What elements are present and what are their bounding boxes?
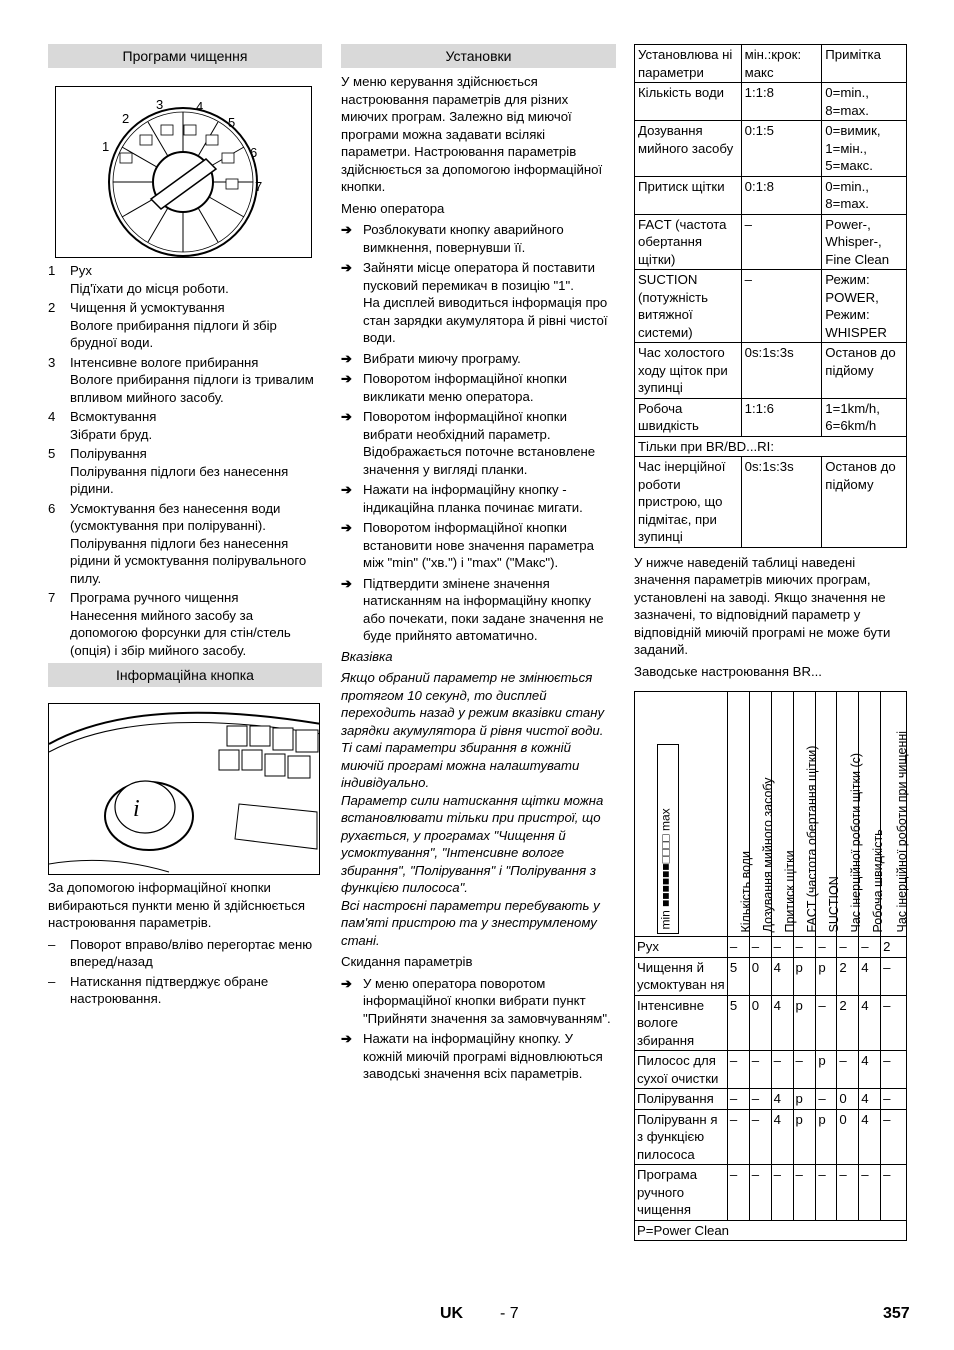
value-cell: – bbox=[727, 937, 749, 958]
value-cell: – bbox=[837, 1051, 859, 1089]
list-item: ➔ Зайняти місце оператора й поставити пусковий перемикач в позицію "1". На дисплей виводиться інформація про стан зарядки акумулятора й рівні чистої води. bbox=[341, 260, 608, 345]
factory-title: Заводське настроювання BR... bbox=[634, 663, 822, 679]
program-name-cell: Інтенсивне вологе збирання bbox=[635, 995, 728, 1051]
arrow-icon: ➔ bbox=[341, 409, 353, 424]
value-cell: – bbox=[837, 937, 859, 958]
section-heading-settings: Установки bbox=[341, 44, 616, 68]
footer-local-page: - 7 bbox=[500, 1305, 519, 1322]
info-list bbox=[48, 936, 322, 1008]
column-settings bbox=[341, 44, 616, 1086]
program-item: 4 Всмоктування Зібрати бруд. bbox=[48, 409, 157, 442]
value-cell: 4 bbox=[771, 1109, 793, 1165]
info-button-illustration bbox=[49, 704, 320, 875]
table-row bbox=[635, 1109, 907, 1165]
table-row: Притиск щітки 0:1:8 0=min., 8=max. bbox=[635, 176, 907, 214]
table-row bbox=[635, 1089, 907, 1110]
program-item: 6 Усмоктування без нанесення води (усмоктування при поліруванні). Полірування підлоги без нанесення рідини й усмоктування полірувального пилу. bbox=[48, 500, 307, 586]
info-i-icon: i bbox=[133, 796, 140, 822]
arrow-icon: ➔ bbox=[341, 260, 353, 275]
arrow-icon: ➔ bbox=[341, 482, 353, 497]
table-row: P=Power Clean bbox=[635, 1220, 907, 1241]
program-name-cell: Чищення й усмоктуван ня bbox=[635, 957, 728, 995]
table-row bbox=[635, 995, 907, 1051]
operator-menu-title: Меню оператора bbox=[341, 200, 445, 216]
value-cell: p bbox=[793, 1109, 816, 1165]
dial-label-3: 3 bbox=[156, 97, 164, 112]
value-cell: – bbox=[771, 1051, 793, 1089]
list-item: ➔ Поворотом інформаційної кнопки вибрати необхідний параметр. Відображається поточне встановлене значення у вигляді планки. bbox=[341, 409, 596, 477]
value-cell: 0 bbox=[749, 957, 771, 995]
dial-label-6: 6 bbox=[250, 145, 258, 160]
value-cell: 4 bbox=[859, 995, 881, 1051]
dial-label-7: 7 bbox=[255, 179, 263, 194]
value-cell: – bbox=[881, 957, 907, 995]
value-cell: – bbox=[793, 1051, 816, 1089]
list-item: – Поворот вправо/вліво перегортає меню вперед/назад bbox=[48, 936, 313, 969]
factory-table bbox=[634, 691, 907, 1241]
column-tables bbox=[634, 44, 907, 1241]
arrow-icon: ➔ bbox=[341, 350, 353, 366]
dial-label-5: 5 bbox=[228, 115, 236, 130]
value-cell: – bbox=[749, 1165, 771, 1221]
program-name-cell: Пилосос для сухої очистки bbox=[635, 1051, 728, 1089]
table-row: Час інерційної роботи пристрою, що підмітає, при зупинці 0s:1s:3s Останов до підйому bbox=[635, 457, 907, 548]
table-row bbox=[635, 1165, 907, 1221]
value-cell: – bbox=[749, 1089, 771, 1110]
value-cell: – bbox=[837, 1165, 859, 1221]
reset-steps bbox=[341, 975, 616, 1083]
value-cell: – bbox=[727, 1109, 749, 1165]
arrow-icon: ➔ bbox=[341, 975, 353, 991]
program-dial-illustration bbox=[56, 87, 312, 258]
value-cell: 5 bbox=[727, 995, 749, 1051]
value-cell: – bbox=[727, 1165, 749, 1221]
table-row: Тільки при BR/BD...RI: bbox=[635, 436, 907, 457]
value-cell: 4 bbox=[859, 1089, 881, 1110]
value-cell: – bbox=[793, 937, 816, 958]
value-cell: p bbox=[816, 1109, 837, 1165]
value-cell: – bbox=[859, 1165, 881, 1221]
table-row: Дозування мийного засобу 0:1:5 0=вимик, 1=мін., 5=макс. bbox=[635, 121, 907, 177]
table-row: Час холостого ходу щіток при зупинці 0s:1s:3s Останов до підйому bbox=[635, 343, 907, 399]
footer-lang: UK bbox=[440, 1305, 464, 1322]
factory-text: У нижче наведеній таблиці наведені значення параметрів миючих програм, установлені на заводі. Якщо значення не зазначені, то відповідний параметр у відповідній миючій програмі не може бути заданий. bbox=[634, 554, 891, 657]
value-cell: – bbox=[816, 995, 837, 1051]
value-cell: 2 bbox=[881, 937, 907, 958]
value-cell: – bbox=[859, 937, 881, 958]
value-cell: – bbox=[749, 1109, 771, 1165]
value-cell: 4 bbox=[771, 995, 793, 1051]
list-item: ➔ Підтвердити змінене значення натисканням на інформаційну кнопку або почекати, поки задане значення не буде прийнято автоматично. bbox=[341, 575, 604, 643]
value-cell: – bbox=[816, 1165, 837, 1221]
list-item: ➔ Вибрати миючу програму. bbox=[341, 350, 521, 366]
table-row: FACT (частота обертання щітки) – Power-, Whisper-, Fine Clean bbox=[635, 214, 907, 270]
value-cell: – bbox=[771, 937, 793, 958]
program-item: 5 Полірування Полірування підлоги без нанесення рідини. bbox=[48, 446, 289, 496]
value-cell: 4 bbox=[771, 1089, 793, 1110]
list-item: ➔ Нажати на інформаційну кнопку - індикаційна планка починає мигати. bbox=[341, 482, 583, 515]
factory-rows bbox=[635, 937, 907, 1221]
scale-legend: min ■■■■■■□□□□ max bbox=[657, 744, 679, 934]
settings-table bbox=[634, 44, 907, 548]
value-cell: – bbox=[881, 995, 907, 1051]
list-item: – Натискання підтверджує обране настроювання. bbox=[48, 973, 269, 1006]
value-cell: 4 bbox=[771, 957, 793, 995]
note-body: Якщо обраний параметр не змінюється протягом 10 секунд, то дисплей переходить назад у режим вказівки стану зарядки акумулятора й рівня чистої води. Ті самі параметри збирання в кожній миючій програмі можна налаштувати індивідуально. Параметр сили натискання щітки можна встановлювати тільки при пристрої, що рухається, у програмах "Чищення й усмоктування", "Інтенсивне вологе збирання", "Полірування" і "Полірування з функцією пилососа". Всі настроєні параметри перебувають у пам'яті пристрою та у знеструмленому стані. bbox=[341, 670, 605, 948]
value-cell: 2 bbox=[837, 995, 859, 1051]
table-row: Кількість води 1:1:8 0=min., 8=max. bbox=[635, 83, 907, 121]
dial-label-2: 2 bbox=[122, 111, 130, 126]
value-cell: p bbox=[793, 1089, 816, 1110]
value-cell: – bbox=[749, 937, 771, 958]
value-cell: 0 bbox=[837, 1109, 859, 1165]
value-cell: – bbox=[771, 1165, 793, 1221]
table-row bbox=[635, 937, 907, 958]
arrow-icon: ➔ bbox=[341, 371, 353, 386]
value-cell: 5 bbox=[727, 957, 749, 995]
value-cell: – bbox=[749, 1051, 771, 1089]
value-cell: – bbox=[727, 1089, 749, 1110]
column-programs bbox=[48, 44, 322, 1010]
program-name-cell: Полірування bbox=[635, 1089, 728, 1110]
operator-steps bbox=[341, 221, 616, 645]
note-title: Вказівка bbox=[341, 648, 393, 664]
value-cell: – bbox=[881, 1089, 907, 1110]
table-row bbox=[635, 1051, 907, 1089]
table-row bbox=[635, 957, 907, 995]
list-item: ➔ Поворотом інформаційної кнопки встановити нове значення параметра між "min" ("хв.") і "max" ("Макс"). bbox=[341, 520, 594, 570]
value-cell: – bbox=[816, 937, 837, 958]
value-cell: 4 bbox=[859, 1109, 881, 1165]
reset-title: Скидання параметрів bbox=[341, 954, 473, 969]
dial-label-4: 4 bbox=[196, 99, 204, 114]
program-item: 7 Програма ручного чищення Нанесення мийного засобу за допомогою форсунки для стін/стель (опція) і збір мийного засобу. bbox=[48, 590, 291, 658]
value-cell: 4 bbox=[859, 1051, 881, 1089]
value-cell: p bbox=[816, 957, 837, 995]
table-header-row: min ■■■■■■□□□□ max Кількість води Дозування мийного засобу Притиск щітки FACT (частота обертання щітки) SUCTION Час інерційної роботи щітки (с) Робоча швидкість Час інерційної роботи при чищенні bbox=[635, 692, 907, 937]
value-cell: 2 bbox=[837, 957, 859, 995]
value-cell: – bbox=[881, 1165, 907, 1221]
list-item: ➔ Розблокувати кнопку аварийного вимкнення, повернувши її. bbox=[341, 222, 564, 255]
arrow-icon: ➔ bbox=[341, 222, 353, 237]
value-cell: p bbox=[793, 957, 816, 995]
settings-intro: У меню керування здійснюється настроювання параметрів для різних миючих програм. Залежно від миючої програми можна задавати всілякі параметри. Настроювання параметрів здійснюється за допомогою інформаційної кнопки. bbox=[341, 74, 603, 194]
program-list bbox=[48, 262, 322, 659]
value-cell: 4 bbox=[859, 957, 881, 995]
table-header-row: Установлюва ні параметри мін.:крок: макс Примітка bbox=[635, 45, 907, 83]
list-item: ➔ У меню оператора поворотом інформаційної кнопки вибрати пункт "Прийняти значення за замовчуванням". bbox=[341, 975, 611, 1026]
info-button-figure bbox=[48, 703, 320, 875]
info-text: За допомогою інформаційної кнопки вибираються пункти меню й здійснюється настроювання параметрів. bbox=[48, 880, 306, 930]
program-item: 1 Рух Під'їхати до місця роботи. bbox=[48, 263, 229, 296]
program-item: 2 Чищення й усмоктування Вологе прибирання підлоги й збір брудної води. bbox=[48, 300, 277, 350]
value-cell: – bbox=[816, 1089, 837, 1110]
arrow-icon: ➔ bbox=[341, 1031, 353, 1046]
value-cell: – bbox=[881, 1051, 907, 1089]
program-name-cell: Рух bbox=[635, 937, 728, 958]
value-cell: 0 bbox=[749, 995, 771, 1051]
program-name-cell: Програма ручного чищення bbox=[635, 1165, 728, 1221]
arrow-icon: ➔ bbox=[341, 575, 353, 591]
value-cell: – bbox=[793, 1165, 816, 1221]
section-heading-info: Інформаційна кнопка bbox=[48, 663, 322, 687]
section-heading-programs: Програми чищення bbox=[48, 44, 322, 68]
list-item: ➔ Поворотом інформаційної кнопки викликати меню оператора. bbox=[341, 371, 567, 404]
value-cell: – bbox=[727, 1051, 749, 1089]
arrow-icon: ➔ bbox=[341, 520, 353, 535]
list-item: ➔ Нажати на інформаційну кнопку. У кожній миючій програмі відновлюються заводські значення всіх параметрів. bbox=[341, 1031, 603, 1081]
value-cell: p bbox=[793, 995, 816, 1051]
program-dial-figure bbox=[55, 86, 312, 258]
value-cell: – bbox=[881, 1109, 907, 1165]
table-row: SUCTION (потужність витяжної системи) – Режим: POWER, Режим: WHISPER bbox=[635, 270, 907, 343]
footer-page-number: 357 bbox=[883, 1305, 910, 1322]
value-cell: 0 bbox=[837, 1089, 859, 1110]
value-cell: p bbox=[816, 1051, 837, 1089]
table-row: Робоча швидкість 1:1:6 1=1km/h, 6=6km/h bbox=[635, 398, 907, 436]
program-name-cell: Поліруванн я з функцією пилососа bbox=[635, 1109, 728, 1165]
program-item: 3 Інтенсивне вологе прибирання Вологе прибирання підлоги із тривалим впливом мийного засобу. bbox=[48, 354, 314, 405]
dial-label-1: 1 bbox=[102, 139, 110, 154]
